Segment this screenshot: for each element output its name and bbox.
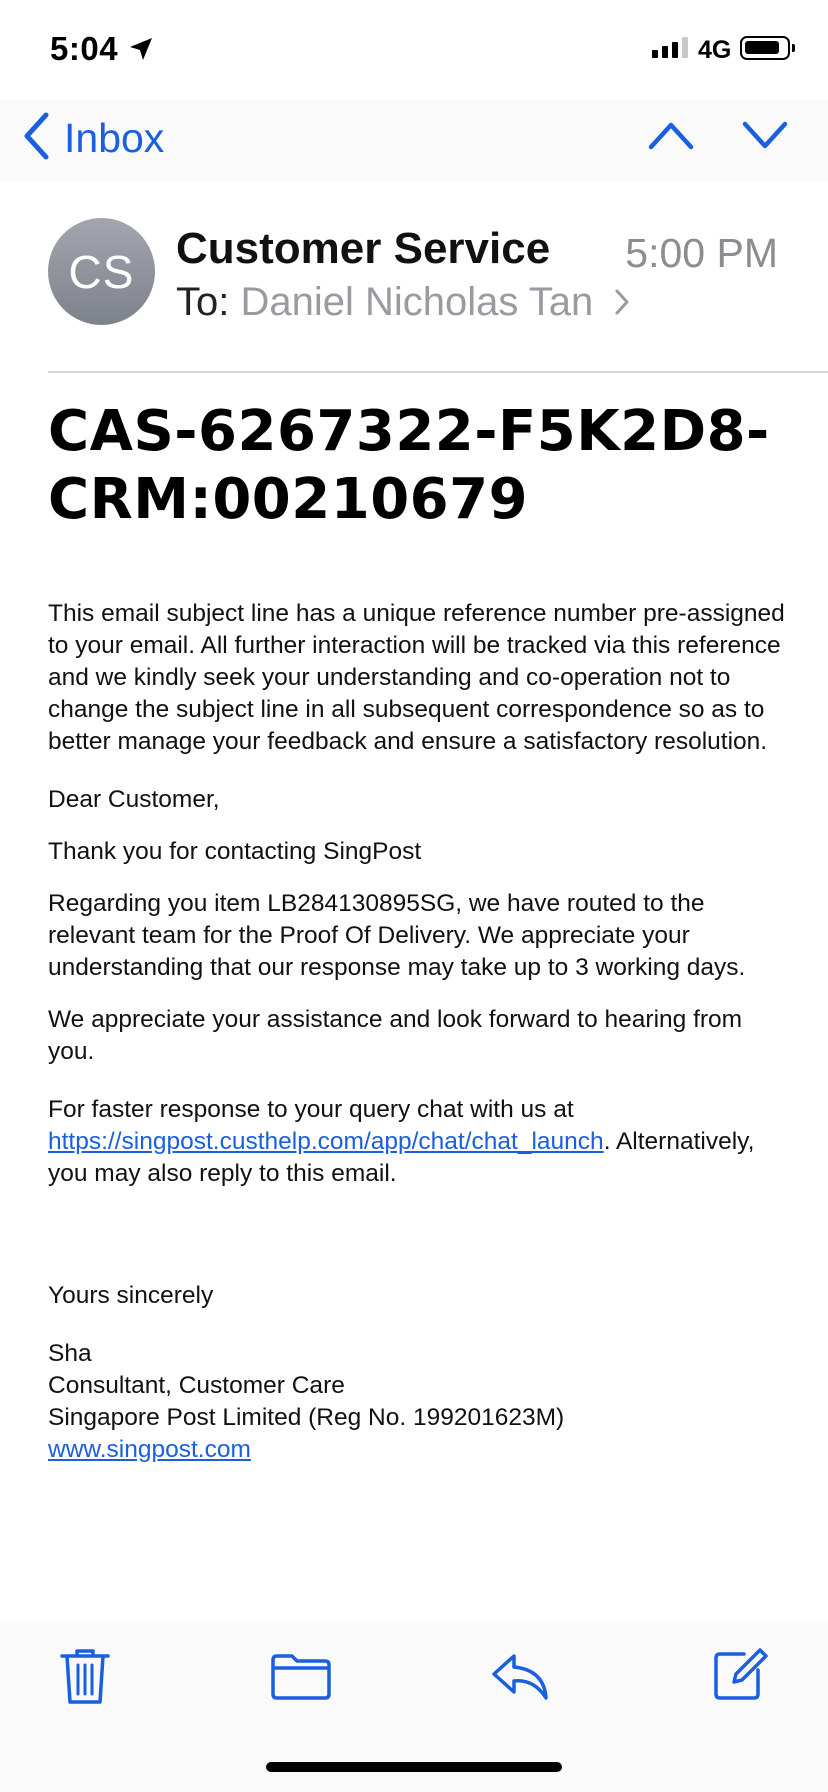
recipient-line[interactable] — [176, 280, 630, 327]
cellular-signal-icon — [652, 36, 688, 58]
recipient-name[interactable]: Daniel Nicholas Tan — [240, 280, 594, 324]
sender-name[interactable]: Customer Service — [176, 224, 551, 273]
chat-prefix: For faster response to your query chat with us at — [48, 1096, 574, 1123]
signature-name: Sha — [48, 1340, 92, 1367]
nav-bar — [0, 100, 828, 182]
status-bar — [0, 0, 828, 100]
body-greeting: Dear Customer, — [48, 786, 220, 813]
status-time: 5:04 — [50, 30, 119, 67]
body-thanks: Thank you for contacting SingPost — [48, 838, 422, 865]
chat-suffix: . Alternatively, you may also reply to this email. — [48, 1128, 755, 1187]
avatar[interactable]: CS — [48, 218, 155, 325]
message-body — [48, 598, 790, 1466]
reply-icon[interactable] — [490, 1652, 550, 1709]
body-regarding: Regarding you item LB284130895SG, we have routed to the relevant team for the Proof Of Delivery. We appreciate your understanding that our response may take up to 3 working days. — [48, 890, 746, 981]
body-chat — [48, 1094, 790, 1190]
back-label: Inbox — [64, 115, 165, 161]
message-subject: CAS-6267322-F5K2D8-CRM:00210679 — [48, 399, 770, 532]
message-time: 5:00 PM — [625, 230, 778, 276]
trash-icon[interactable] — [58, 1646, 112, 1711]
signature-company: Singapore Post Limited (Reg No. 199201623M) — [48, 1404, 565, 1431]
network-type: 4G — [698, 36, 732, 64]
to-prefix: To: — [176, 280, 230, 324]
folder-icon[interactable] — [270, 1652, 332, 1707]
message-header — [48, 218, 808, 328]
header-divider — [48, 371, 828, 373]
location-arrow-icon — [128, 36, 154, 67]
signature-title: Consultant, Customer Care — [48, 1372, 345, 1399]
body-appreciate: We appreciate your assistance and look forward to hearing from you. — [48, 1006, 743, 1065]
battery-icon — [740, 36, 790, 60]
body-closing: Yours sincerely — [48, 1282, 214, 1309]
compose-icon[interactable] — [712, 1644, 768, 1707]
chevron-right-icon — [614, 282, 630, 327]
next-message-button[interactable] — [742, 120, 788, 155]
back-to-inbox-button[interactable] — [22, 112, 164, 165]
chevron-left-icon — [22, 112, 50, 165]
previous-message-button[interactable] — [648, 120, 694, 155]
signature-link[interactable]: www.singpost.com — [48, 1436, 251, 1463]
home-indicator[interactable] — [266, 1762, 562, 1772]
body-intro: This email subject line has a unique reference number pre-assigned to your email. All further interaction will be tracked via this reference and we kindly seek your understanding and co-operation not to change the subject line in all subsequent correspondence so as to better manage your feedback and ensure a satisfactory resolution. — [48, 600, 785, 755]
chat-link[interactable]: https://singpost.custhelp.com/app/chat/chat_launch — [48, 1128, 604, 1155]
